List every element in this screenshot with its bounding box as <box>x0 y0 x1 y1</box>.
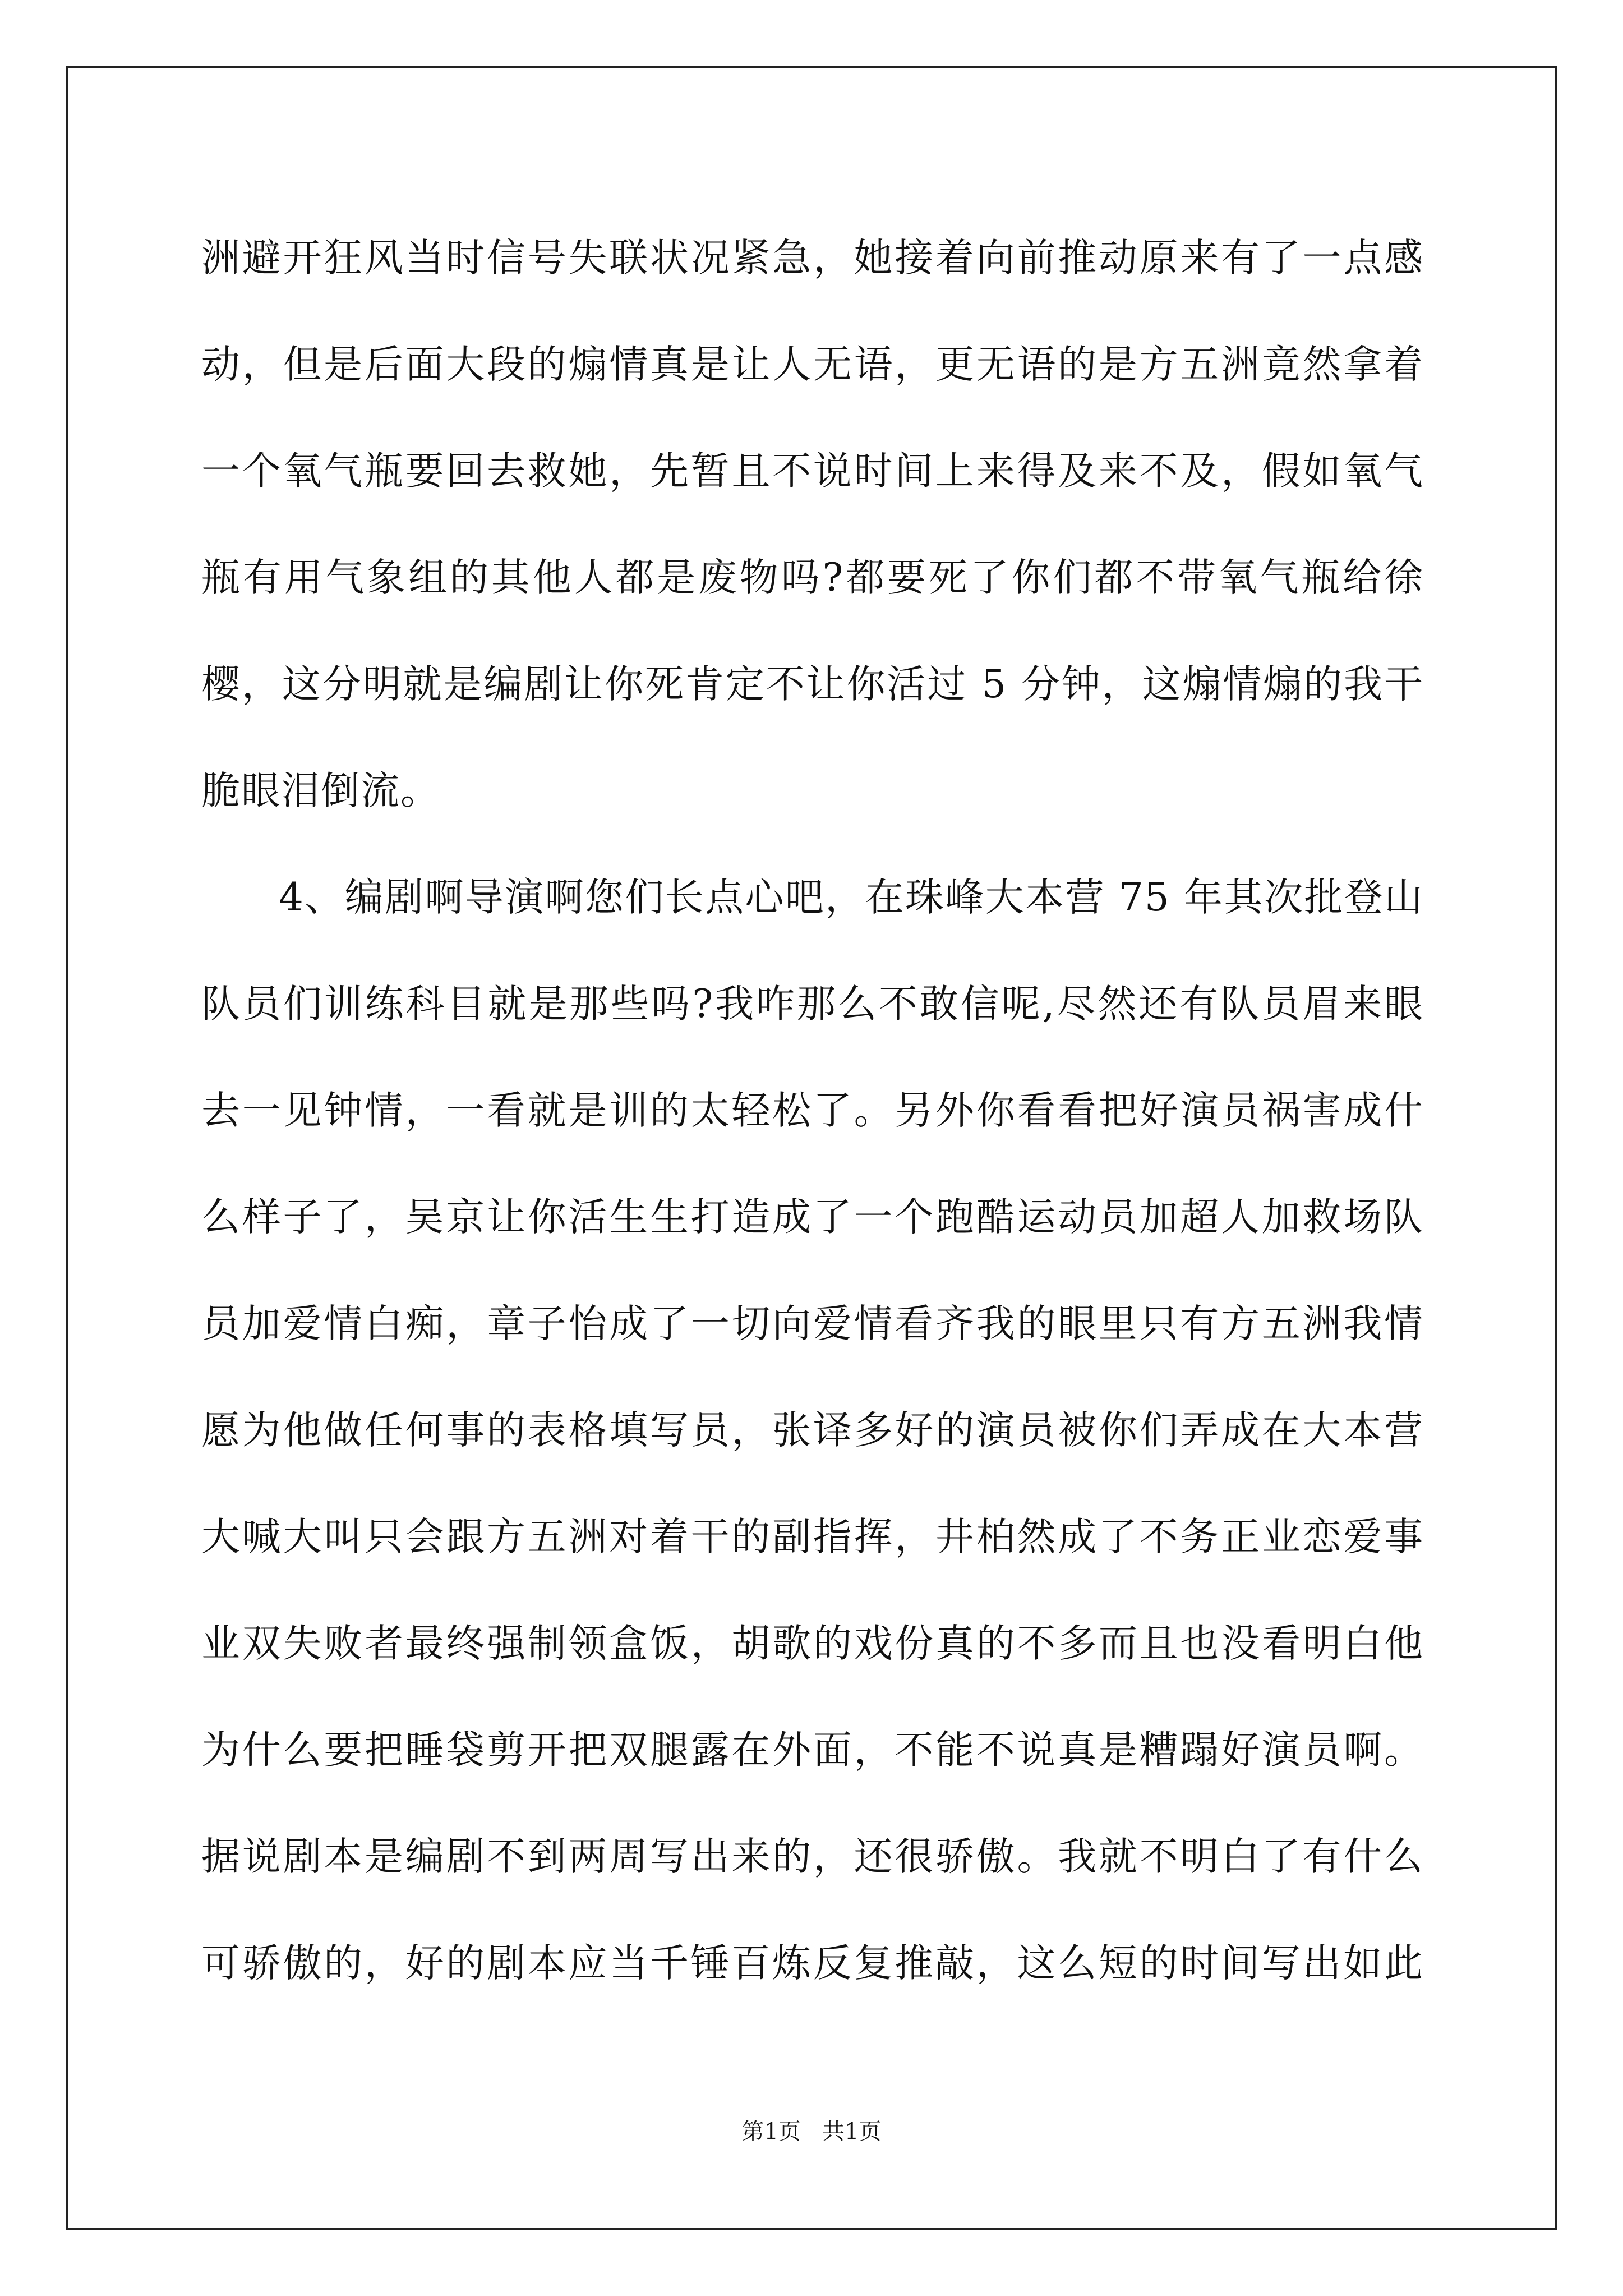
text-line: 瓶有用气象组的其他人都是废物吗?都要死了你们都不带氧气瓶给徐 <box>201 555 1424 600</box>
text-line: 4、编剧啊导演啊您们长点心吧，在珠峰大本营 75 年其次批登山 <box>279 875 1424 920</box>
text-line: 可骄傲的，好的剧本应当千锤百炼反复推敲，这么短的时间写出如此 <box>201 1941 1424 1986</box>
text-line: 为什么要把睡袋剪开把双腿露在外面，不能不说真是糟蹋好演员啊。 <box>201 1728 1424 1773</box>
text-line: 一个氧气瓶要回去救她，先暂且不说时间上来得及来不及，假如氧气 <box>201 449 1424 494</box>
text-line: 脆眼泪倒流。 <box>201 769 440 813</box>
text-line: 去一见钟情，一看就是训的太轻松了。另外你看看把好演员祸害成什 <box>201 1088 1424 1133</box>
text-line: 大喊大叫只会跟方五洲对着干的副指挥，井柏然成了不务正业恋爱事 <box>201 1515 1424 1559</box>
paragraph-1 <box>201 205 1424 844</box>
document-body <box>201 205 1424 2017</box>
text-line: 洲避开狂风当时信号失联状况紧急，她接着向前推动原来有了一点感 <box>201 236 1424 280</box>
text-line: 动，但是后面大段的煽情真是让人无语，更无语的是方五洲竟然拿着 <box>201 342 1424 387</box>
page-number-footer: 第1页 共1页 <box>741 2119 882 2145</box>
text-line: 愿为他做任何事的表格填写员，张译多好的演员被你们弄成在大本营 <box>201 1408 1424 1453</box>
text-line: 员加爱情白痴，章子怡成了一切向爱情看齐我的眼里只有方五洲我情 <box>201 1301 1424 1346</box>
text-line: 据说剧本是编剧不到两周写出来的，还很骄傲。我就不明白了有什么 <box>201 1834 1424 1879</box>
text-line: 业双失败者最终强制领盒饭，胡歌的戏份真的不多而且也没看明白他 <box>201 1621 1424 1666</box>
text-line: 樱，这分明就是编剧让你死肯定不让你活过 5 分钟，这煽情煽的我干 <box>201 662 1424 707</box>
text-line: 队员们训练科目就是那些吗?我咋那么不敢信呢,尽然还有队员眉来眼 <box>201 982 1424 1027</box>
paragraph-2 <box>201 844 1424 2017</box>
text-line: 么样子了，吴京让你活生生打造成了一个跑酷运动员加超人加救场队 <box>201 1195 1424 1240</box>
